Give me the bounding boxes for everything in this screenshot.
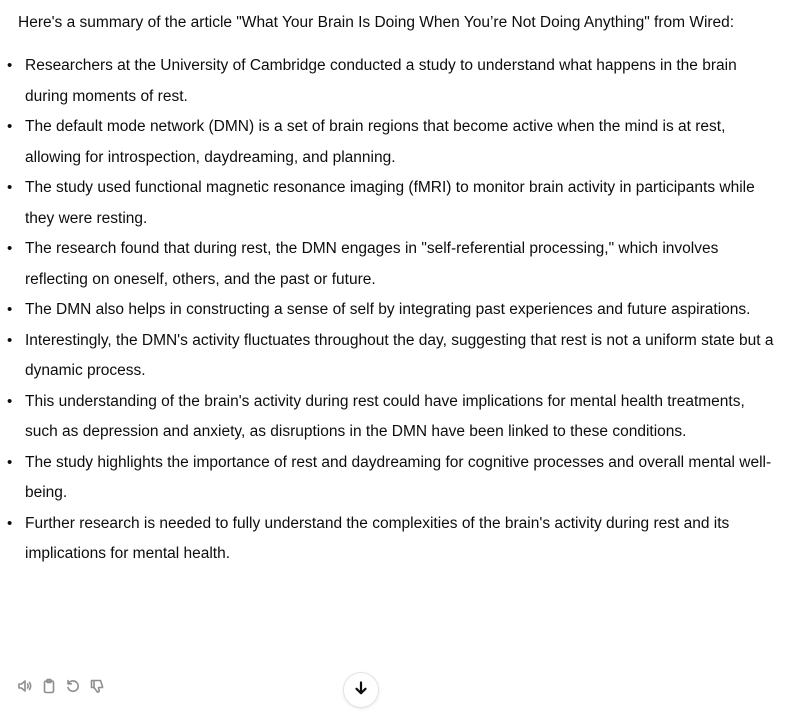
bullet-dot: • — [7, 331, 13, 349]
read-aloud-button[interactable] — [14, 677, 36, 699]
thumbs-down-button[interactable] — [86, 677, 108, 699]
list-item — [6, 51, 780, 112]
bullet-dot: • — [7, 301, 13, 318]
list-item — [6, 387, 780, 448]
list-item — [6, 173, 780, 234]
list-item-text: Researchers at the University of Cambridge conducted a study to understand what happens in the brain during moments of rest. — [25, 57, 737, 105]
list-item-text: Further research is needed to fully understand the complexities of the brain's activity during rest and its implications for mental health. — [25, 514, 730, 562]
message-actions — [14, 677, 108, 699]
clipboard-icon — [41, 678, 57, 699]
list-item — [6, 295, 780, 326]
bullet-dot: • — [7, 179, 13, 196]
regenerate-icon — [65, 678, 81, 699]
regenerate-button[interactable] — [62, 677, 84, 699]
assistant-message — [7, 8, 780, 570]
bullet-dot: • — [7, 240, 13, 257]
summary-list — [6, 51, 780, 570]
bullet-dot: • — [7, 118, 13, 135]
bullet-dot: • — [7, 57, 13, 74]
arrow-down-icon — [353, 680, 369, 701]
bullet-dot: • — [7, 514, 13, 532]
copy-button[interactable] — [38, 677, 60, 699]
list-item-text: This understanding of the brain's activity during rest could have implications for mental health treatments, such as depression and anxiety, as disruptions in the DMN have been linked to these conditions. — [25, 392, 745, 440]
list-item — [6, 509, 780, 570]
bullet-dot: • — [7, 392, 13, 410]
thumbs-down-icon — [89, 678, 105, 699]
list-item-text: The default mode network (DMN) is a set of brain regions that become active when the mind is at rest, allowing for introspection, daydreaming, and planning. — [25, 118, 726, 166]
list-item-text: The study highlights the importance of rest and daydreaming for cognitive processes and overall mental well-being. — [25, 453, 772, 501]
list-item-text: Interestingly, the DMN's activity fluctuates throughout the day, suggesting that rest is not a uniform state but a dynamic process. — [25, 331, 774, 379]
list-item — [6, 326, 780, 387]
bullet-dot: • — [7, 453, 13, 471]
list-item-text: The study used functional magnetic resonance imaging (fMRI) to monitor brain activity in participants while they were resting. — [25, 179, 755, 227]
list-item — [6, 112, 780, 173]
list-item — [6, 448, 780, 509]
list-item — [6, 234, 780, 295]
message-intro: Here's a summary of the article "What Your Brain Is Doing When You’re Not Doing Anything" from Wired: — [18, 14, 735, 31]
speaker-icon — [17, 678, 33, 699]
list-item-text: The DMN also helps in constructing a sense of self by integrating past experiences and future aspirations. — [25, 301, 751, 318]
list-item-text: The research found that during rest, the DMN engages in "self-referential processing," which involves reflecting on oneself, others, and the past or future. — [25, 240, 719, 288]
scroll-to-bottom-button[interactable] — [343, 672, 379, 708]
